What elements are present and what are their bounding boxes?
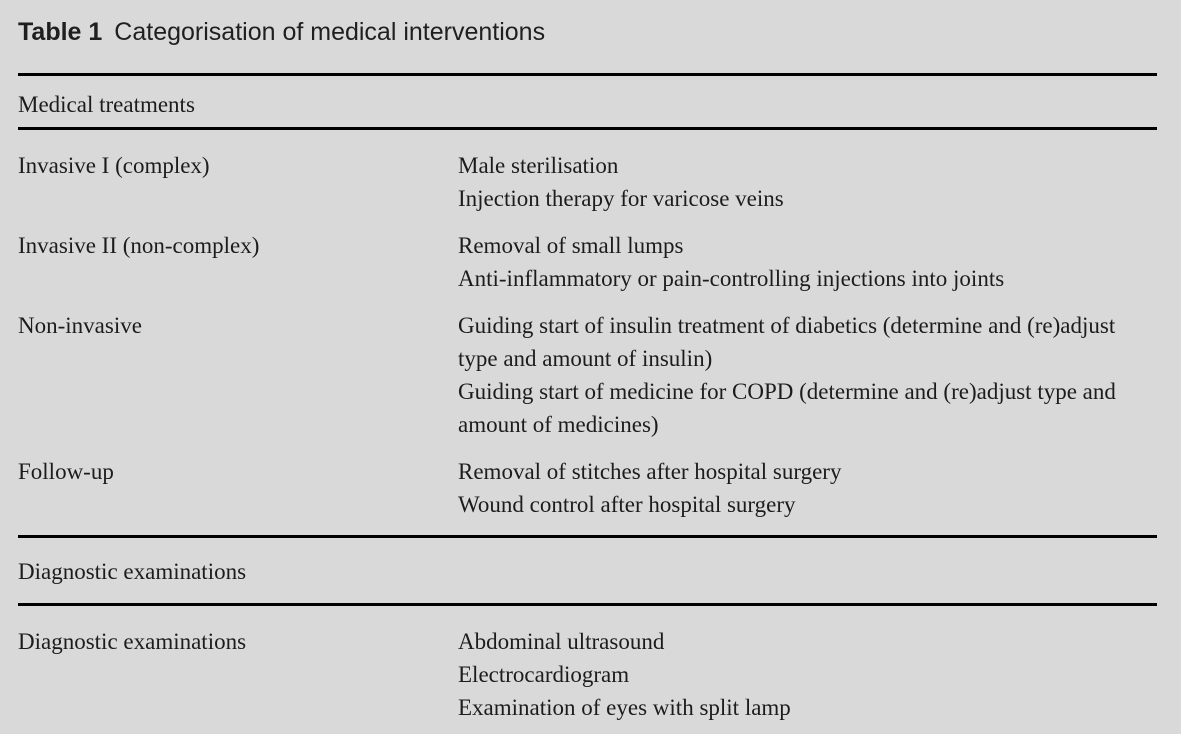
row-items — [458, 309, 1148, 441]
row-items — [458, 455, 1148, 521]
row-item: Removal of small lumps — [458, 233, 684, 258]
table-row — [18, 625, 1157, 724]
row-item: Guiding start of insulin treatment of diabetics (determine and (re)adjust type and amount of insulin) — [458, 313, 1116, 371]
row-items — [458, 229, 1148, 295]
table-caption — [18, 0, 1157, 48]
section-header-medical-treatments: Medical treatments — [18, 92, 195, 117]
section-medical-treatments-body — [18, 130, 1157, 521]
table-row — [18, 309, 1157, 441]
row-item: Electrocardiogram — [458, 662, 630, 687]
row-category: Follow-up — [18, 459, 114, 484]
table-caption-text: Categorisation of medical interventions — [114, 18, 546, 46]
row-items — [458, 149, 1148, 215]
row-item: Wound control after hospital surgery — [458, 492, 796, 517]
row-items — [458, 625, 1148, 724]
table-row — [18, 149, 1157, 215]
row-item: Anti-inflammatory or pain-controlling injections into joints — [458, 266, 1005, 291]
row-item: Male sterilisation — [458, 153, 619, 178]
row-category: Invasive I (complex) — [18, 153, 210, 178]
section-diagnostic-examinations-body — [18, 606, 1157, 724]
row-item: Abdominal ultrasound — [458, 629, 665, 654]
row-category: Non-invasive — [18, 313, 142, 338]
section-header-diagnostic-examinations: Diagnostic examinations — [18, 559, 247, 584]
table-row — [18, 455, 1157, 521]
table-row — [18, 229, 1157, 295]
row-item: Removal of stitches after hospital surgery — [458, 459, 842, 484]
row-category: Invasive II (non-complex) — [18, 233, 260, 258]
row-category: Diagnostic examinations — [18, 629, 247, 654]
row-item: Examination of eyes with split lamp — [458, 695, 791, 720]
row-item: Injection therapy for varicose veins — [458, 186, 784, 211]
row-item: Guiding start of medicine for COPD (determine and (re)adjust type and amount of medicines) — [458, 379, 1116, 437]
table-caption-label: Table 1 — [18, 18, 103, 46]
